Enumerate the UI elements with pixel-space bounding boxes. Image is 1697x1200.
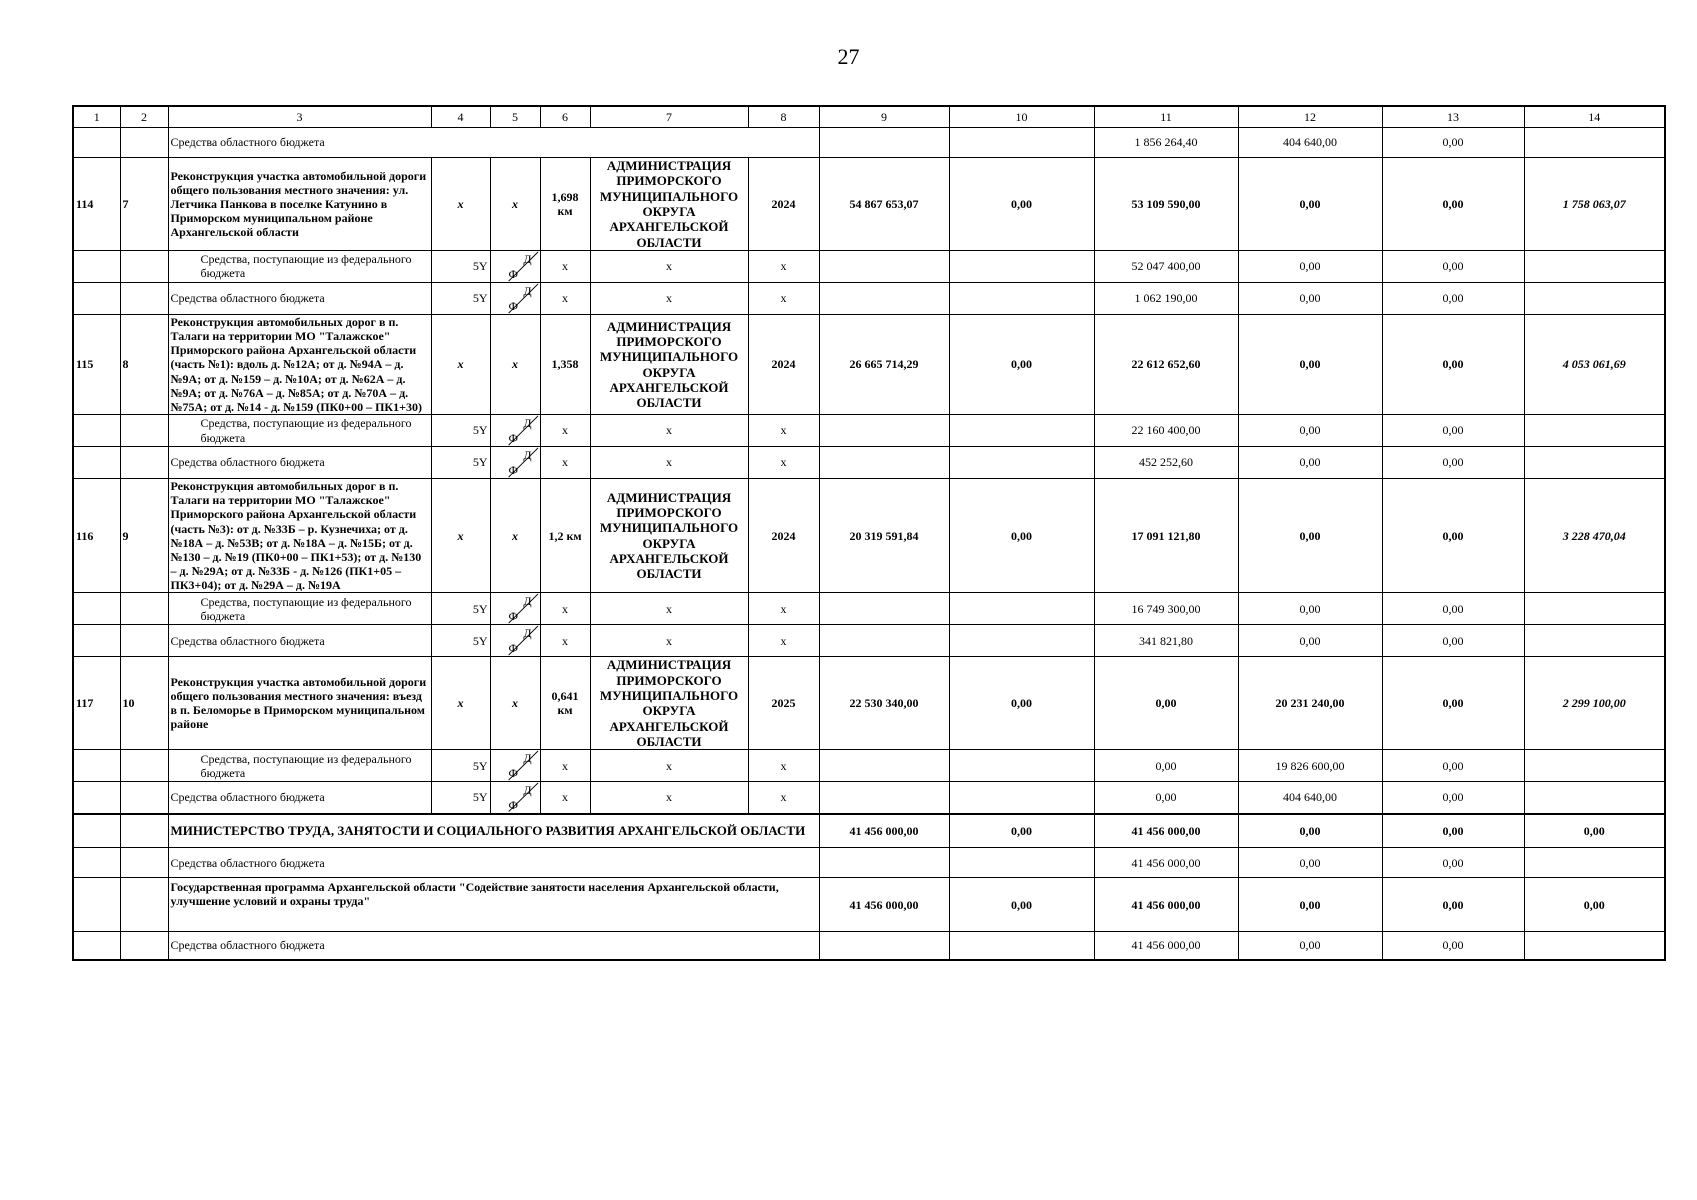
amount-cell: 0,00 <box>1094 657 1238 750</box>
amount-cell: 0,00 <box>1382 932 1524 960</box>
amount-cell: 41 456 000,00 <box>1094 814 1238 848</box>
project-name: Реконструкция участка автомобильной дороги общего пользования местного значения: ул. Летчика Панкова в поселке Катунино в Приморском муниципальном районе Архангельской области <box>168 158 431 251</box>
header-cell: 4 <box>431 106 490 128</box>
agency-name: АДМИНИСТРАЦИЯ ПРИМОРСКОГО МУНИЦИПАЛЬНОГО ОКРУГА АРХАНГЕЛЬСКОЙ ОБЛАСТИ <box>590 314 748 414</box>
amount-cell: 0,00 <box>1382 282 1524 314</box>
column-5-value: x <box>490 479 540 593</box>
budget-code-df: Д Ф <box>490 447 540 479</box>
project-name: Реконструкция автомобильных дорог в п. Талаги на территории МО "Талажское" Приморского района Архангельской области (часть №3): от д. №33Б – р. Кузнечиха; от д. №18А – д. №53В; от д. №18А – д. №15Б; от д. №130 – д. №19 (ПК0+00 – ПК1+53); от д. №130 – д. №29А; от д. №33Б - д. №126 (ПК1+05 – ПК3+04); от д. №29А – д. №19А <box>168 479 431 593</box>
amount-cell: 0,00 <box>1382 657 1524 750</box>
ministry-row <box>73 814 1665 848</box>
header-cell: 8 <box>748 106 819 128</box>
row-number: 116 <box>73 479 120 593</box>
amount-cell: 3 228 470,04 <box>1524 479 1665 593</box>
amount-cell: 0,00 <box>1238 814 1382 848</box>
amount-cell: 0,00 <box>1382 750 1524 782</box>
amount-cell: 0,00 <box>949 814 1094 848</box>
budget-code-df: Д Ф <box>490 282 540 314</box>
amount-cell: 1 758 063,07 <box>1524 158 1665 251</box>
row-number: 114 <box>73 158 120 251</box>
funding-label: Средства областного бюджета <box>168 128 819 158</box>
amount-cell: 1 062 190,00 <box>1094 282 1238 314</box>
amount-cell: 0,00 <box>1238 625 1382 657</box>
amount-cell: 0,00 <box>1238 593 1382 625</box>
amount-cell: 0,00 <box>1524 814 1665 848</box>
project-row <box>73 657 1665 750</box>
amount-cell: 22 530 340,00 <box>819 657 949 750</box>
header-cell: 3 <box>168 106 431 128</box>
header-cell: 6 <box>540 106 590 128</box>
header-cell: 9 <box>819 106 949 128</box>
funding-label: Средства областного бюджета <box>168 848 819 878</box>
amount-cell: 0,00 <box>1238 447 1382 479</box>
budget-code: 5Y <box>431 782 490 814</box>
agency-name: АДМИНИСТРАЦИЯ ПРИМОРСКОГО МУНИЦИПАЛЬНОГО ОКРУГА АРХАНГЕЛЬСКОЙ ОБЛАСТИ <box>590 479 748 593</box>
column-4-value: x <box>431 314 490 414</box>
project-row <box>73 158 1665 251</box>
amount-cell: 0,00 <box>1382 314 1524 414</box>
amount-cell: 0,00 <box>1382 814 1524 848</box>
column-7-value: x <box>590 415 748 447</box>
funding-row-regional <box>73 128 1665 158</box>
amount-cell: 0,00 <box>949 878 1094 932</box>
budget-code: 5Y <box>431 750 490 782</box>
amount-cell: 54 867 653,07 <box>819 158 949 251</box>
amount-cell: 4 053 061,69 <box>1524 314 1665 414</box>
year: 2024 <box>748 479 819 593</box>
header-cell: 11 <box>1094 106 1238 128</box>
amount-cell: 0,00 <box>1238 282 1382 314</box>
amount-cell: 26 665 714,29 <box>819 314 949 414</box>
column-4-value: x <box>431 657 490 750</box>
funding-row-federal <box>73 250 1665 282</box>
header-row <box>73 106 1665 128</box>
column-8-value: x <box>748 750 819 782</box>
column-6-value: x <box>540 282 590 314</box>
column-5-value: x <box>490 657 540 750</box>
row-number: 115 <box>73 314 120 414</box>
column-7-value: x <box>590 782 748 814</box>
budget-code-df: Д Ф <box>490 415 540 447</box>
project-name: Реконструкция автомобильных дорог в п. Талаги на территории МО "Талажское" Приморского района Архангельской области (часть №1): вдоль д. №12А; от д. №94А – д. №9А; от д. №159 – д. №10А; от д. №62А – д. №9А; от д. №76А – д. №85А; от д. №70А – д. №75А; от д. №14 - д. №159 (ПК0+00 – ПК1+30) <box>168 314 431 414</box>
project-row <box>73 479 1665 593</box>
amount-cell: 0,00 <box>1238 415 1382 447</box>
project-row <box>73 314 1665 414</box>
amount-cell: 0,00 <box>949 158 1094 251</box>
year: 2025 <box>748 657 819 750</box>
agency-name: АДМИНИСТРАЦИЯ ПРИМОРСКОГО МУНИЦИПАЛЬНОГО ОКРУГА АРХАНГЕЛЬСКОЙ ОБЛАСТИ <box>590 158 748 251</box>
funding-label: Средства, поступающие из федерального бюджета <box>168 750 431 782</box>
budget-code: 5Y <box>431 593 490 625</box>
budget-code: 5Y <box>431 250 490 282</box>
column-7-value: x <box>590 250 748 282</box>
amount-cell: 0,00 <box>1382 128 1524 158</box>
row-subnumber: 10 <box>120 657 168 750</box>
amount-cell: 0,00 <box>1094 750 1238 782</box>
amount-cell: 1 856 264,40 <box>1094 128 1238 158</box>
funding-label: Средства областного бюджета <box>168 932 819 960</box>
amount-cell: 17 091 121,80 <box>1094 479 1238 593</box>
column-8-value: x <box>748 782 819 814</box>
funding-row-federal <box>73 415 1665 447</box>
amount-cell: 0,00 <box>1382 625 1524 657</box>
funding-label: Средства областного бюджета <box>168 782 431 814</box>
header-cell: 1 <box>73 106 120 128</box>
amount-cell: 53 109 590,00 <box>1094 158 1238 251</box>
amount-cell: 41 456 000,00 <box>1094 878 1238 932</box>
amount-cell: 52 047 400,00 <box>1094 250 1238 282</box>
amount-cell: 0,00 <box>1238 878 1382 932</box>
amount-cell: 0,00 <box>1238 848 1382 878</box>
amount-cell: 0,00 <box>1382 415 1524 447</box>
column-4-value: x <box>431 479 490 593</box>
year: 2024 <box>748 314 819 414</box>
column-7-value: x <box>590 593 748 625</box>
road-length: 1,358 <box>540 314 590 414</box>
budget-table <box>72 105 1666 961</box>
amount-cell: 0,00 <box>1238 932 1382 960</box>
row-subnumber: 8 <box>120 314 168 414</box>
column-8-value: x <box>748 415 819 447</box>
amount-cell: 20 231 240,00 <box>1238 657 1382 750</box>
amount-cell: 0,00 <box>1238 479 1382 593</box>
year: 2024 <box>748 158 819 251</box>
road-length: 0,641 км <box>540 657 590 750</box>
amount-cell: 0,00 <box>1238 314 1382 414</box>
column-5-value: x <box>490 314 540 414</box>
column-6-value: x <box>540 415 590 447</box>
amount-cell: 22 160 400,00 <box>1094 415 1238 447</box>
amount-cell: 41 456 000,00 <box>1094 848 1238 878</box>
header-cell: 13 <box>1382 106 1524 128</box>
amount-cell: 0,00 <box>949 657 1094 750</box>
column-8-value: x <box>748 282 819 314</box>
budget-code: 5Y <box>431 282 490 314</box>
column-6-value: x <box>540 625 590 657</box>
header-cell: 2 <box>120 106 168 128</box>
road-length: 1,2 км <box>540 479 590 593</box>
column-6-value: x <box>540 250 590 282</box>
amount-cell: 0,00 <box>1238 250 1382 282</box>
amount-cell: 41 456 000,00 <box>1094 932 1238 960</box>
funding-row-regional <box>73 932 1665 960</box>
column-8-value: x <box>748 625 819 657</box>
budget-code: 5Y <box>431 415 490 447</box>
amount-cell: 452 252,60 <box>1094 447 1238 479</box>
funding-row-regional <box>73 447 1665 479</box>
budget-code-df: Д Ф <box>490 750 540 782</box>
project-name: Реконструкция участка автомобильной дороги общего пользования местного значения: въезд в п. Беломорье в Приморском муниципальном районе <box>168 657 431 750</box>
amount-cell: 404 640,00 <box>1238 782 1382 814</box>
funding-row-federal <box>73 593 1665 625</box>
column-6-value: x <box>540 750 590 782</box>
funding-row-regional <box>73 282 1665 314</box>
amount-cell: 0,00 <box>1382 782 1524 814</box>
amount-cell: 0,00 <box>1382 878 1524 932</box>
header-cell: 7 <box>590 106 748 128</box>
column-7-value: x <box>590 447 748 479</box>
header-cell: 14 <box>1524 106 1665 128</box>
amount-cell: 0,00 <box>1524 878 1665 932</box>
budget-code-df: Д Ф <box>490 782 540 814</box>
column-8-value: x <box>748 593 819 625</box>
amount-cell: 0,00 <box>1382 447 1524 479</box>
budget-code-df: Д Ф <box>490 625 540 657</box>
funding-row-regional <box>73 848 1665 878</box>
row-subnumber: 7 <box>120 158 168 251</box>
funding-label: Средства, поступающие из федерального бюджета <box>168 593 431 625</box>
funding-row-regional <box>73 782 1665 814</box>
amount-cell: 0,00 <box>1382 158 1524 251</box>
amount-cell: 404 640,00 <box>1238 128 1382 158</box>
funding-label: Средства областного бюджета <box>168 625 431 657</box>
header-cell: 12 <box>1238 106 1382 128</box>
funding-row-federal <box>73 750 1665 782</box>
funding-label: Средства, поступающие из федерального бюджета <box>168 415 431 447</box>
funding-label: Средства областного бюджета <box>168 447 431 479</box>
column-6-value: x <box>540 782 590 814</box>
column-7-value: x <box>590 282 748 314</box>
amount-cell: 0,00 <box>1382 250 1524 282</box>
amount-cell: 0,00 <box>949 479 1094 593</box>
budget-code-df: Д Ф <box>490 593 540 625</box>
amount-cell: 22 612 652,60 <box>1094 314 1238 414</box>
program-row <box>73 878 1665 932</box>
amount-cell: 0,00 <box>1238 158 1382 251</box>
column-8-value: x <box>748 447 819 479</box>
header-cell: 10 <box>949 106 1094 128</box>
funding-label: Средства областного бюджета <box>168 282 431 314</box>
amount-cell: 0,00 <box>1382 848 1524 878</box>
amount-cell: 0,00 <box>949 314 1094 414</box>
column-6-value: x <box>540 447 590 479</box>
funding-row-regional <box>73 625 1665 657</box>
amount-cell: 20 319 591,84 <box>819 479 949 593</box>
ministry-title: МИНИСТЕРСТВО ТРУДА, ЗАНЯТОСТИ И СОЦИАЛЬНОГО РАЗВИТИЯ АРХАНГЕЛЬСКОЙ ОБЛАСТИ <box>168 814 819 848</box>
column-7-value: x <box>590 750 748 782</box>
funding-label: Средства, поступающие из федерального бюджета <box>168 250 431 282</box>
agency-name: АДМИНИСТРАЦИЯ ПРИМОРСКОГО МУНИЦИПАЛЬНОГО ОКРУГА АРХАНГЕЛЬСКОЙ ОБЛАСТИ <box>590 657 748 750</box>
amount-cell: 41 456 000,00 <box>819 814 949 848</box>
row-subnumber: 9 <box>120 479 168 593</box>
amount-cell: 341 821,80 <box>1094 625 1238 657</box>
amount-cell: 0,00 <box>1382 593 1524 625</box>
program-title: Государственная программа Архангельской области "Содействие занятости населения Архангельской области, улучшение условий и охраны труда" <box>168 878 819 932</box>
road-length: 1,698 км <box>540 158 590 251</box>
row-number: 117 <box>73 657 120 750</box>
column-5-value: x <box>490 158 540 251</box>
amount-cell: 0,00 <box>1094 782 1238 814</box>
amount-cell: 16 749 300,00 <box>1094 593 1238 625</box>
budget-code-df: Д Ф <box>490 250 540 282</box>
amount-cell: 0,00 <box>1382 479 1524 593</box>
column-7-value: x <box>590 625 748 657</box>
column-6-value: x <box>540 593 590 625</box>
budget-code: 5Y <box>431 447 490 479</box>
column-4-value: x <box>431 158 490 251</box>
header-cell: 5 <box>490 106 540 128</box>
column-8-value: x <box>748 250 819 282</box>
budget-code: 5Y <box>431 625 490 657</box>
amount-cell: 2 299 100,00 <box>1524 657 1665 750</box>
amount-cell: 19 826 600,00 <box>1238 750 1382 782</box>
amount-cell: 41 456 000,00 <box>819 878 949 932</box>
page-number: 27 <box>837 44 860 69</box>
